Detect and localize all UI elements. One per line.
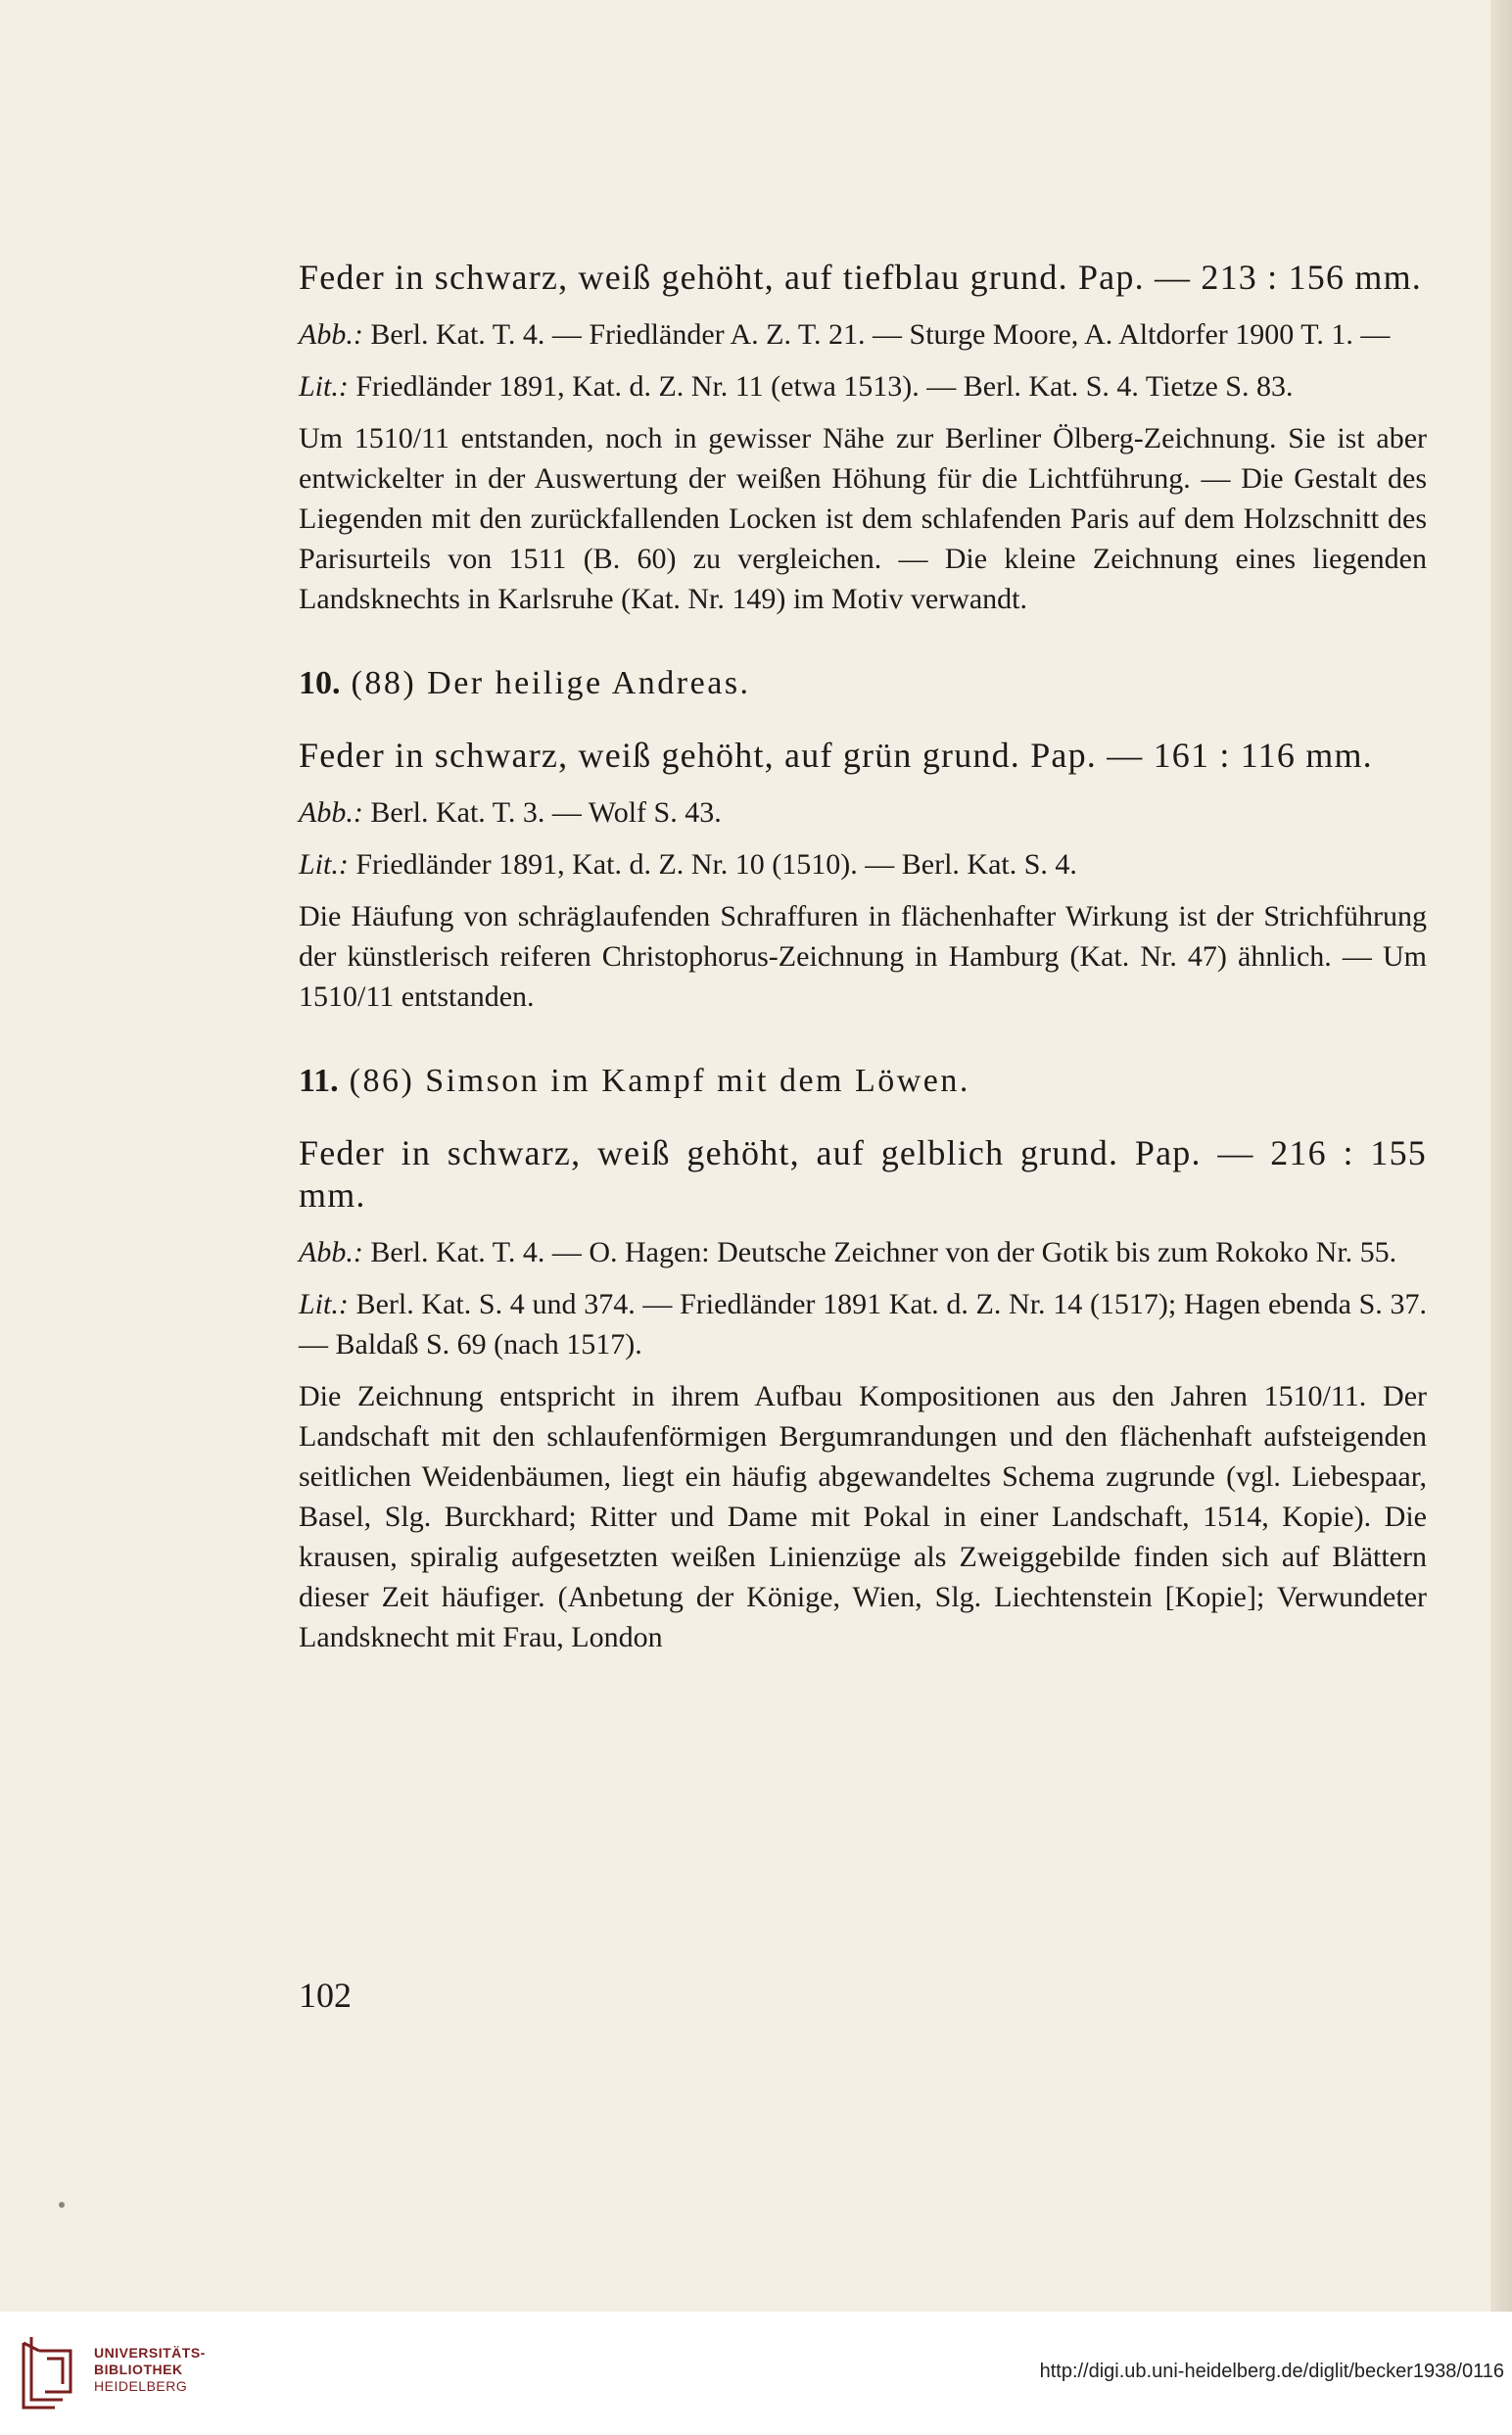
lit-label: Lit.: — [299, 1288, 349, 1320]
library-name-line1: UNIVERSITÄTS- — [94, 2345, 206, 2361]
library-name — [94, 2345, 206, 2395]
abb-text: Berl. Kat. T. 3. — Wolf S. 43. — [362, 796, 722, 829]
lit-label: Lit.: — [299, 848, 349, 881]
entry10-number: 10. — [299, 665, 341, 701]
abb-text: Berl. Kat. T. 4. — Friedländer A. Z. T. 21. — Sturge Moore, A. Altdorfer 1900 T. 1. — — [362, 318, 1391, 351]
entry9-abb — [299, 314, 1427, 355]
entry11-heading — [299, 1060, 1427, 1103]
entry10-lit — [299, 844, 1427, 884]
library-name-line2: BIBLIOTHEK — [94, 2362, 183, 2377]
entry9-body: Um 1510/11 entstanden, noch in gewisser Nähe zur Berliner Ölberg-Zeichnung. Sie ist aber entwickelter in der Auswertung der weißen Höhung für die Lichtführung. — Die Gestalt des Liegenden mit den zurückfallenden Locken ist dem schlafenden Paris auf dem Holzschnitt des Parisurteils von 1511 (B. 60) zu vergleichen. — Die kleine Zeichnung eines liegenden Landsknechts in Karlsruhe (Kat. Nr. 149) im Motiv verwandt. — [299, 422, 1427, 615]
library-logo-icon[interactable] — [16, 2331, 86, 2415]
lit-text: Friedländer 1891, Kat. d. Z. Nr. 10 (1510). — Berl. Kat. S. 4. — [348, 848, 1077, 881]
entry11-lit — [299, 1284, 1427, 1364]
library-name-line3: HEIDELBERG — [94, 2378, 188, 2394]
digitization-footer — [0, 2312, 1512, 2435]
entry11-title: (86) Simson im Kampf mit dem Löwen. — [338, 1063, 970, 1099]
entry11-body: Die Zeichnung entspricht in ihrem Aufbau Kompositionen aus den Jahren 1510/11. Der Landschaft mit den schlaufenförmigen Bergumrandungen und den flächenhaft aufsteigenden seitlichen Weidenbäumen, liegt ein häufig abgewandeltes Schema zugrunde (vgl. Liebespaar, Basel, Slg. Burckhard; Ritter und Dame mit Pokal in einer Landschaft, 1514, Kopie). Die krausen, spiralig aufgesetzten weißen Linienzüge als Zweiggebilde finden sich auf Blättern dieser Zeit häufiger. (Anbetung der Könige, Wien, Slg. Liechtenstein [Kopie]; Verwundeter Landsknecht mit Frau, London — [299, 1380, 1427, 1653]
abb-label: Abb.: — [299, 318, 363, 351]
abb-text: Berl. Kat. T. 4. — O. Hagen: Deutsche Zeichner von der Gotik bis zum Rokoko Nr. 55. — [362, 1236, 1397, 1268]
page-edge-shadow — [1490, 0, 1512, 2312]
lit-text: Berl. Kat. S. 4 und 374. — Friedländer 1891 Kat. d. Z. Nr. 14 (1517); Hagen ebenda S. 37. — Baldaß S. 69 (nach 1517). — [299, 1288, 1427, 1361]
lit-text: Friedländer 1891, Kat. d. Z. Nr. 11 (etwa 1513). — Berl. Kat. S. 4. Tietze S. 83. — [348, 370, 1294, 403]
permalink-url[interactable]: http://digi.ub.uni-heidelberg.de/diglit/becker1938/0116 — [1039, 2361, 1504, 2382]
scan-speck — [59, 2202, 65, 2208]
page-number: 102 — [299, 1976, 352, 2015]
entry9-technique: Feder in schwarz, weiß gehöht, auf tiefblau grund. Pap. — 213 : 156 mm. — [299, 258, 1422, 297]
lit-label: Lit.: — [299, 370, 349, 403]
abb-label: Abb.: — [299, 796, 363, 829]
entry10-technique: Feder in schwarz, weiß gehöht, auf grün grund. Pap. — 161 : 116 mm. — [299, 736, 1373, 775]
entry11-number: 11. — [299, 1063, 339, 1099]
entry11-technique: Feder in schwarz, weiß gehöht, auf gelblich grund. Pap. — 216 : 155 mm. — [299, 1133, 1427, 1215]
entry10-abb — [299, 792, 1427, 833]
entry10-title: (88) Der heilige Andreas. — [340, 665, 751, 701]
entry9-lit — [299, 366, 1427, 406]
page-text-block — [299, 257, 1427, 1657]
entry10-body: Die Häufung von schräglaufenden Schraffuren in flächenhafter Wirkung ist der Strichführung der künstlerisch reiferen Christophorus-Zeichnung in Hamburg (Kat. Nr. 47) ähnlich. — Um 1510/11 entstanden. — [299, 900, 1427, 1013]
abb-label: Abb.: — [299, 1236, 363, 1268]
entry11-abb — [299, 1232, 1427, 1272]
entry10-heading — [299, 662, 1427, 705]
